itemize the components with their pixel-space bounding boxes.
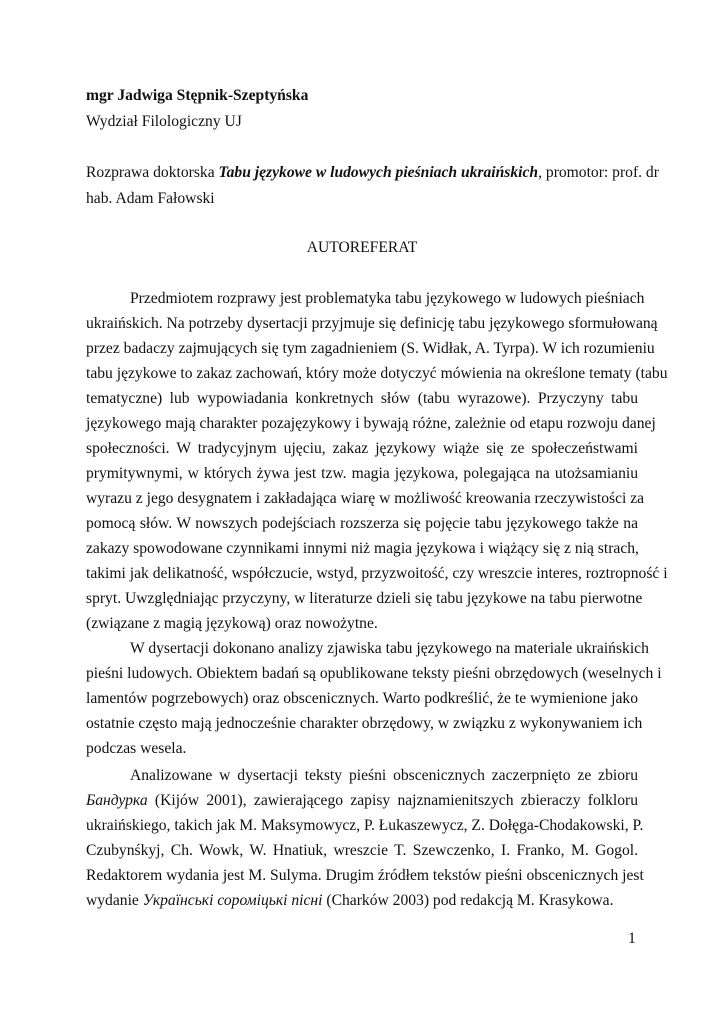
thesis-title: Tabu językowe w ludowych pieśniach ukraińskich xyxy=(218,164,539,181)
paragraph-line: językowego mają charakter pozajęzykowy i bywają różne, zależnie od etapu rozwoju danej xyxy=(86,415,656,432)
paragraph-line: podczas wesela. xyxy=(86,740,187,757)
paragraph-line: pieśni ludowych. Obiektem badań są opublikowane teksty pieśni obrzędowych (weselnych i xyxy=(86,665,662,682)
book-title-ukrainian-songs: Українські сороміцькі пісні xyxy=(142,892,323,909)
paragraph-line: przez badaczy zajmujących się tym zagadnieniem (S. Widłak, A. Tyrpa). W ich rozumieniu xyxy=(86,340,655,357)
thesis-prefix: Rozprawa doktorska xyxy=(86,164,219,181)
thesis-line xyxy=(86,163,659,183)
paragraph-line: zakazy spowodowane czynnikami innymi niż magia językowa i wiążący się z nią strach, xyxy=(86,540,639,557)
paragraph-line: Analizowane w dysertacji teksty pieśni obscenicznych zaczerpnięto ze zbioru xyxy=(130,767,638,784)
paragraph-line: wydanie Українські сороміцькі пісні (Charków 2003) pod redakcją M. Krasykowa. xyxy=(86,892,614,909)
document-page xyxy=(86,0,668,1024)
faculty-name: Wydział Filologiczny UJ xyxy=(86,113,242,130)
paragraph-line: W dysertacji dokonano analizy zjawiska tabu językowego na materiale ukraińskich xyxy=(130,640,649,657)
paragraph-line: Бандурка (Kijów 2001), zawierającego zapisy najznamienitszych zbieraczy folkloru xyxy=(86,792,638,809)
paragraph-line: takimi jak delikatność, współczucie, wstyd, przyzwoitość, czy wreszcie interes, roztropność i xyxy=(86,565,668,582)
thesis-line-2: hab. Adam Fałowski xyxy=(86,190,215,207)
paragraph-line: Czubynśkyj, Ch. Wowk, W. Hnatiuk, wreszcie T. Szewczenko, I. Franko, M. Gogol. xyxy=(86,842,638,859)
paragraph-line: Przedmiotem rozprawy jest problematyka tabu językowego w ludowych pieśniach xyxy=(130,290,645,307)
paragraph-line: spryt. Uwzględniając przyczyny, w literaturze dzieli się tabu językowe na tabu pierwotne xyxy=(86,590,643,607)
paragraph-line: społeczności. W tradycyjnym ujęciu, zakaz językowy wiąże się ze społeczeństwami xyxy=(86,440,638,457)
paragraph-line: wyrazu z jego desygnatem i zakładająca wiarę w możliwość kreowania rzeczywistości za xyxy=(86,490,645,507)
paragraph-line: tematyczne) lub wypowiadania konkretnych słów (tabu wyrazowe). Przyczyny tabu xyxy=(86,390,638,407)
paragraph-line: prymitywnymi, w których żywa jest tzw. magia językowa, polegająca na utożsamianiu xyxy=(86,465,638,482)
paragraph-line: ukraińskiego, takich jak M. Maksymowycz, P. Łukaszewycz, Z. Dołęga-Chodakowski, P. xyxy=(86,817,644,834)
paragraph-line: (związane z magią językową) oraz nowożytne. xyxy=(86,615,378,632)
thesis-suffix: , promotor: prof. dr xyxy=(538,164,659,181)
paragraph-line: Redaktorem wydania jest M. Sulyma. Drugim źródłem tekstów pieśni obscenicznych jest xyxy=(86,867,644,884)
paragraph-line: ukraińskich. Na potrzeby dysertacji przyjmuje się definicję tabu językowego sformułowaną xyxy=(86,315,658,332)
paragraph-line: lamentów pogrzebowych) oraz obscenicznych. Warto podkreślić, że te wymienione jako xyxy=(86,690,638,707)
paragraph-line: pomocą słów. W nowszych podejściach rozszerza się pojęcie tabu językowego także na xyxy=(86,515,638,532)
paragraph-line: tabu językowe to zakaz zachowań, który może dotyczyć mówienia na określone tematy (tabu xyxy=(86,365,668,382)
document-heading: AUTOREFERAT xyxy=(306,239,418,256)
page-number: 1 xyxy=(628,930,636,947)
book-title-bandurka: Бандурка xyxy=(86,792,148,809)
author-name: mgr Jadwiga Stępnik-Szeptyńska xyxy=(86,87,309,104)
paragraph-line: ostatnie często mają jednocześnie charakter obrzędowy, w związku z wykonywaniem ich xyxy=(86,715,643,732)
